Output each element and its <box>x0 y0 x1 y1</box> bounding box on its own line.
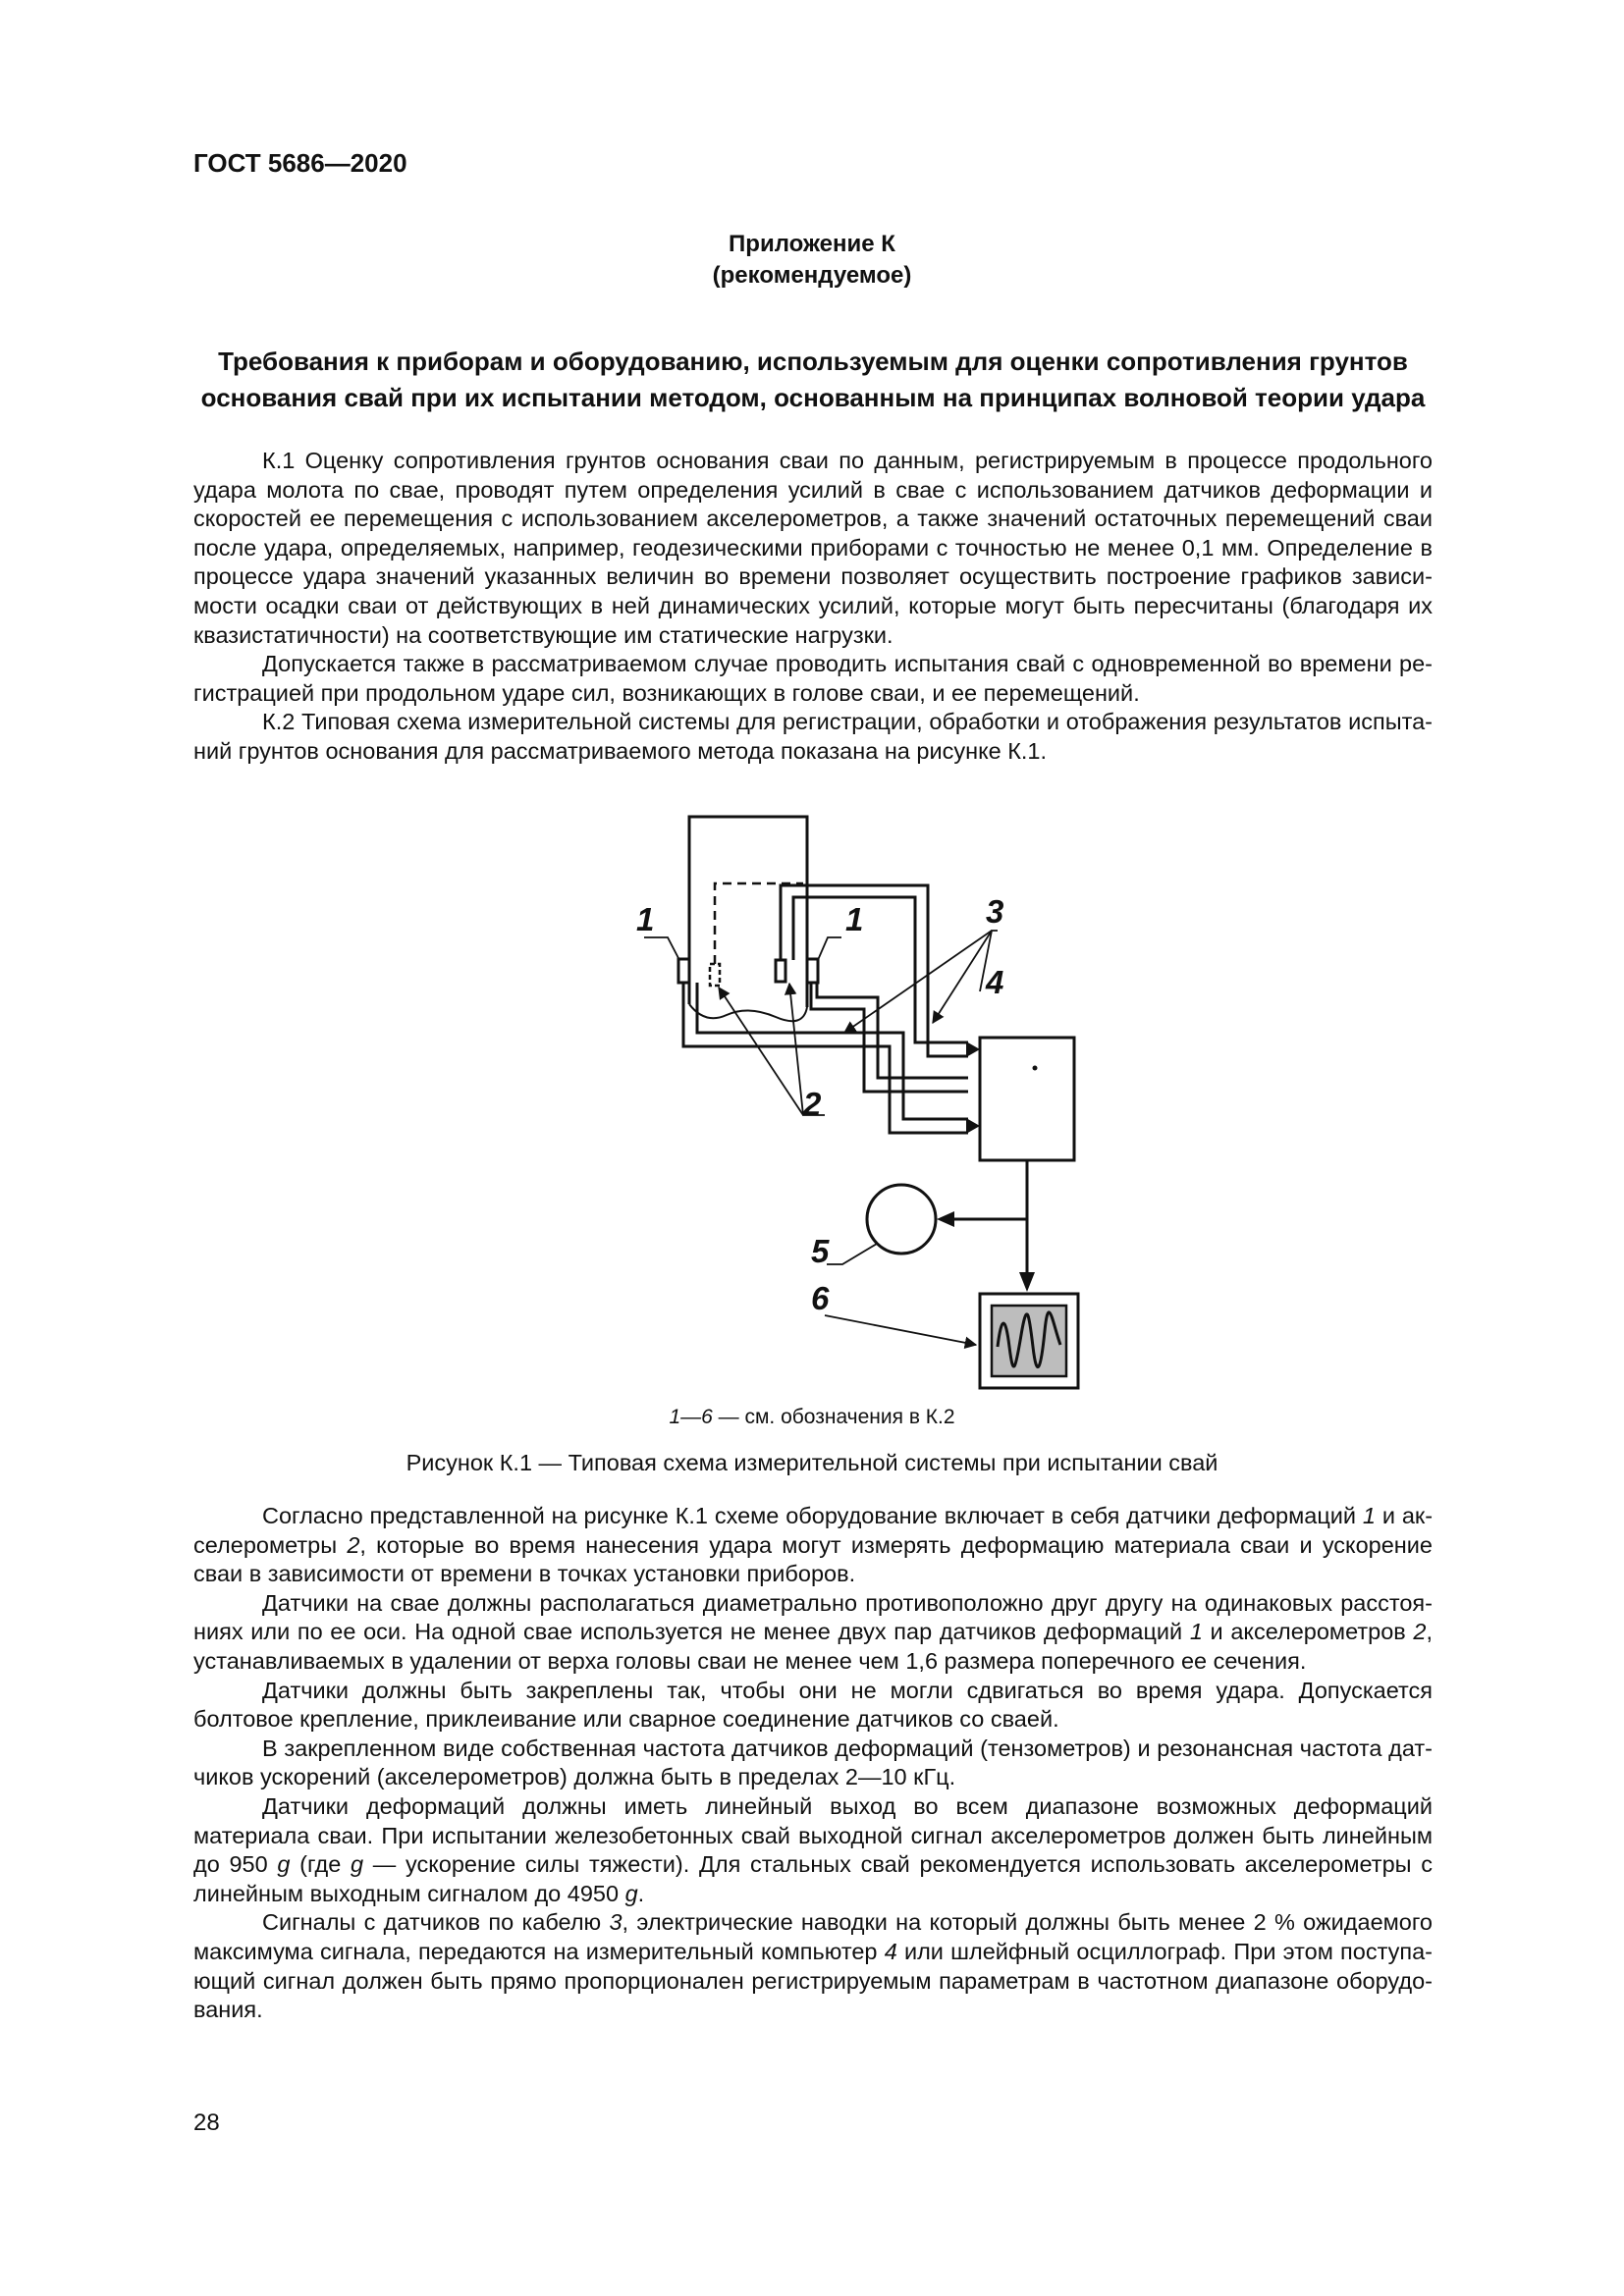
indicator-arrow <box>937 1211 954 1227</box>
paragraph: К.1 Оценку сопротивления грунтов основания сваи по данным, регистрируемым в процессе продольного удара молота по свае, проводят путем определения усилий в свае с использованием датчиков деформации и скоростей ее перемещения с использованием акселерометров, а также значений остаточных перемещений сваи после удара, определяемых, например, геодезическими приборами с точностью не менее 0,1 мм. Определение в процессе удара значений указанных величин во времени позволяет осуществить построение графиков зависимости осадки сваи от действующих в ней динамических усилий, которые могут быть пересчитаны (благодаря их квазистатичности) на соответствующие им статические нагрузки. <box>193 448 1433 648</box>
strain-sensor-right <box>807 959 818 983</box>
computer-dot <box>1033 1066 1038 1071</box>
paragraph: Допускается также в рассматриваемом случае проводить испытания свай с одновременной во времени регистрацией при продольном ударе сил, возникающих в голове сваи, и ее перемещений. <box>193 651 1433 706</box>
text-block-before-figure <box>193 447 1433 767</box>
strain-sensor-left <box>678 959 689 983</box>
dashed-cable <box>715 883 803 964</box>
computer-box <box>980 1038 1074 1160</box>
paragraph: Датчики деформаций должны иметь линейный выход во всем диапазоне возможных деформаций материала сваи. При испытании железобетонных свай выходной сигнал акселерометров должен быть линейным до 950 g (где g — ускорение силы тяжести). Для стальных свай рекомендуется использовать акселерометры с линейным выходным сигналом до 4950 g. <box>193 1792 1433 1906</box>
label-4: 4 <box>986 964 1004 1000</box>
label-6: 6 <box>811 1280 830 1316</box>
measurement-system-diagram <box>589 795 1100 1404</box>
appendix-heading <box>0 229 1624 292</box>
paragraph: Датчики должны быть закреплены так, чтобы они не могли сдвигаться во время удара. Допускается болтовое крепление, приклеивание или сварное соединение датчиков со сваей. <box>193 1677 1433 1733</box>
label-1-right: 1 <box>845 901 864 937</box>
oscillograph-screen <box>980 1294 1078 1388</box>
document-code: ГОСТ 5686—2020 <box>193 148 407 178</box>
text-block-after-figure <box>193 1502 1433 2025</box>
figure-caption: Рисунок К.1 — Типовая схема измерительной системы при испытании свай <box>406 1450 1218 1475</box>
appendix-label: Приложение К <box>729 231 895 257</box>
paragraph: Сигналы с датчиков по кабелю 3, электрические наводки на который должны быть менее 2 % ожидаемого максимума сигнала, передаются на измерительный компьютер 4 или шлейфный осциллограф. При этом поступающий сигнал должен быть прямо пропорционален регистрируемым параметрам в частотном диапазоне оборудования. <box>193 1909 1433 2023</box>
paragraph: К.2 Типовая схема измерительной системы для регистрации, обработки и отображения результатов испытаний грунтов основания для рассматриваемого метода показана на рисунке К.1. <box>193 709 1433 764</box>
label-2: 2 <box>803 1086 822 1122</box>
label-1-left: 1 <box>636 901 655 937</box>
label-5: 5 <box>811 1233 830 1269</box>
input-arrows <box>966 1041 980 1134</box>
page-number: 28 <box>193 2109 220 2136</box>
paragraph: Согласно представленной на рисунке К.1 схеме оборудование включает в себя датчики деформаций 1 и акселерометры 2, которые во время нанесения удара могут измерять деформацию материала сваи и ускорение сваи в зависимости от времени в точках установки приборов. <box>193 1503 1434 1587</box>
legend-range: 1—6 <box>669 1406 713 1428</box>
indicator-circle <box>867 1185 936 1254</box>
accelerometer-right <box>776 960 785 982</box>
section-title: Требования к приборам и оборудованию, используемым для оценки сопротивления грунтов основания свай при их испытании методом, основанным на принципах волновой теории удара <box>200 347 1426 412</box>
paragraph: Датчики на свае должны располагаться диаметрально противоположно друг другу на одинаковых расстояниях или по ее оси. На одной свае используется не менее двух пар датчиков деформаций 1 и акселерометров 2, устанавливаемых в удалении от верха головы сваи не менее чем 1,6 размера поперечного ее сечения. <box>193 1589 1434 1674</box>
accelerometer-left <box>710 964 720 986</box>
output-arrow <box>1019 1272 1035 1292</box>
label-3: 3 <box>986 893 1004 930</box>
figure-legend <box>0 1406 1624 1429</box>
paragraph: В закрепленном виде собственная частота датчиков деформаций (тензометров) и резонансная частота датчиков ускорений (акселерометров) должна быть в пределах 2—10 кГц. <box>193 1735 1433 1790</box>
cable-3 <box>683 885 968 1133</box>
appendix-status: (рекомендуемое) <box>712 262 912 289</box>
legend-text: — см. обозначения в К.2 <box>712 1406 955 1428</box>
